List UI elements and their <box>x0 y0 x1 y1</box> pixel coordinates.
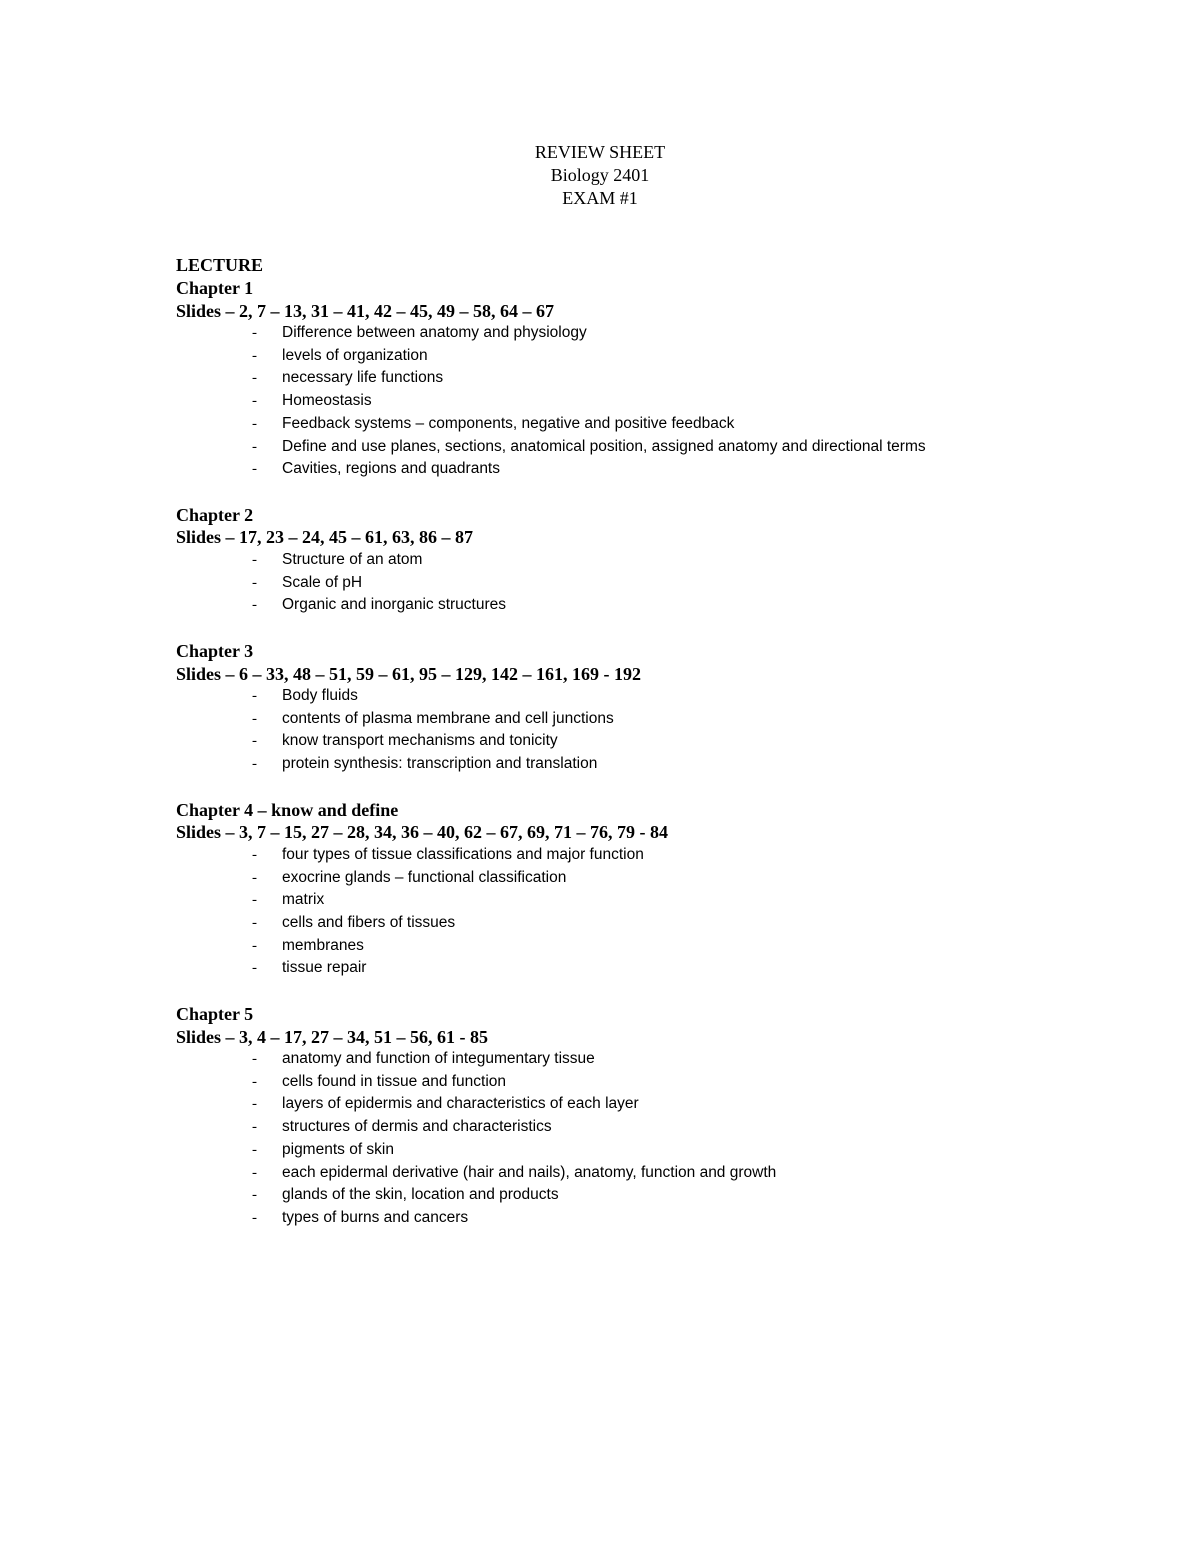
topic-item <box>176 572 1136 595</box>
topic-item <box>176 1207 1136 1230</box>
topic-item <box>176 935 1136 958</box>
bullet-dash: - <box>252 1209 257 1226</box>
topic-item <box>176 549 1136 572</box>
bullet-dash: - <box>252 1164 257 1181</box>
topic-item <box>176 458 1136 481</box>
topic-text: Homeostasis <box>282 392 372 410</box>
topic-text: necessary life functions <box>282 369 444 387</box>
bullet-dash: - <box>252 914 257 931</box>
topic-item <box>176 867 1136 890</box>
topic-list <box>176 685 1136 776</box>
topic-text: know transport mechanisms and tonicity <box>282 732 558 750</box>
topic-list <box>176 844 1136 980</box>
topic-item <box>176 345 1136 368</box>
bullet-dash: - <box>252 597 257 614</box>
bullet-dash: - <box>252 415 257 432</box>
topic-text: pigments of skin <box>282 1140 394 1158</box>
bullet-dash: - <box>252 1073 257 1090</box>
topic-item <box>176 730 1136 753</box>
chapter-title: Chapter 4 – know and define <box>176 799 399 820</box>
topic-text: Scale of pH <box>282 573 363 591</box>
topic-item <box>176 957 1136 980</box>
topic-item <box>176 1184 1136 1207</box>
topic-item <box>176 685 1136 708</box>
topic-item <box>176 1048 1136 1071</box>
topic-text: Cavities, regions and quadrants <box>282 460 500 478</box>
topic-item <box>176 1093 1136 1116</box>
bullet-dash: - <box>252 756 257 773</box>
document-body <box>176 254 1136 1230</box>
topic-text: Define and use planes, sections, anatomical position, assigned anatomy and directional terms <box>282 437 926 455</box>
chapter-slides: Slides – 3, 7 – 15, 27 – 28, 34, 36 – 40, 62 – 67, 69, 71 – 76, 79 - 84 <box>176 822 669 843</box>
topic-text: cells found in tissue and function <box>282 1072 507 1090</box>
chapter-section <box>176 1003 1136 1230</box>
topic-item <box>176 1162 1136 1185</box>
bullet-dash: - <box>252 438 257 455</box>
topic-text: anatomy and function of integumentary tissue <box>282 1050 595 1068</box>
bullet-dash: - <box>252 574 257 591</box>
bullet-dash: - <box>252 551 257 568</box>
topic-item <box>176 708 1136 731</box>
topic-text: Difference between anatomy and physiology <box>282 324 587 341</box>
topic-text: glands of the skin, location and products <box>282 1186 559 1204</box>
bullet-dash: - <box>252 1141 257 1158</box>
bullet-dash: - <box>252 846 257 863</box>
topic-item <box>176 390 1136 413</box>
chapter-slides: Slides – 2, 7 – 13, 31 – 41, 42 – 45, 49 – 58, 64 – 67 <box>176 300 555 321</box>
topic-list <box>176 1048 1136 1230</box>
topic-text: tissue repair <box>282 959 367 977</box>
topic-item <box>176 322 1136 345</box>
topic-item <box>176 1139 1136 1162</box>
topic-text: types of burns and cancers <box>282 1208 469 1226</box>
bullet-dash: - <box>252 1096 257 1113</box>
topic-item <box>176 1116 1136 1139</box>
bullet-dash: - <box>252 688 257 705</box>
topic-text: contents of plasma membrane and cell junctions <box>282 709 614 727</box>
topic-text: each epidermal derivative (hair and nails), anatomy, function and growth <box>282 1163 777 1181</box>
bullet-dash: - <box>252 892 257 909</box>
bullet-dash: - <box>252 710 257 727</box>
topic-text: Structure of an atom <box>282 550 423 568</box>
bullet-dash: - <box>252 937 257 954</box>
topic-item <box>176 753 1136 776</box>
bullet-dash: - <box>252 1051 257 1068</box>
topic-item <box>176 912 1136 935</box>
header-exam: EXAM #1 <box>562 188 638 208</box>
topic-text: structures of dermis and characteristics <box>282 1118 552 1136</box>
chapter-list <box>176 277 1136 1230</box>
topic-text: matrix <box>282 891 325 909</box>
topic-text: exocrine glands – functional classification <box>282 868 567 886</box>
topic-text: Organic and inorganic structures <box>282 596 507 614</box>
document-header <box>0 141 1200 210</box>
topic-text: layers of epidermis and characteristics of each layer <box>282 1095 639 1113</box>
topic-text: cells and fibers of tissues <box>282 913 456 931</box>
bullet-dash: - <box>252 370 257 387</box>
topic-text: protein synthesis: transcription and translation <box>282 755 598 773</box>
header-title: REVIEW SHEET <box>534 142 666 162</box>
bullet-dash: - <box>252 325 257 341</box>
chapter-slides: Slides – 3, 4 – 17, 27 – 34, 51 – 56, 61 - 85 <box>176 1026 489 1047</box>
topic-item <box>176 413 1136 436</box>
bullet-dash: - <box>252 869 257 886</box>
topic-item <box>176 594 1136 617</box>
topic-list <box>176 549 1136 617</box>
section-title: LECTURE <box>176 255 264 275</box>
chapter-section <box>176 799 1136 980</box>
chapter-title: Chapter 5 <box>176 1004 254 1025</box>
topic-text: Feedback systems – components, negative and positive feedback <box>282 414 735 432</box>
chapter-section <box>176 277 1136 481</box>
chapter-title: Chapter 1 <box>176 278 254 298</box>
topic-item <box>176 844 1136 867</box>
header-course: Biology 2401 <box>550 165 650 185</box>
chapter-section <box>176 640 1136 776</box>
chapter-slides: Slides – 17, 23 – 24, 45 – 61, 63, 86 – 87 <box>176 527 474 548</box>
topic-text: membranes <box>282 936 364 954</box>
chapter-title: Chapter 2 <box>176 504 254 525</box>
topic-item <box>176 436 1136 459</box>
bullet-dash: - <box>252 1187 257 1204</box>
topic-text: four types of tissue classifications and major function <box>282 845 644 863</box>
chapter-section <box>176 504 1136 617</box>
topic-item <box>176 889 1136 912</box>
bullet-dash: - <box>252 461 257 478</box>
bullet-dash: - <box>252 347 257 364</box>
bullet-dash: - <box>252 960 257 977</box>
topic-text: levels of organization <box>282 346 428 364</box>
bullet-dash: - <box>252 1119 257 1136</box>
topic-item <box>176 367 1136 390</box>
bullet-dash: - <box>252 393 257 410</box>
topic-list <box>176 322 1136 481</box>
bullet-dash: - <box>252 733 257 750</box>
topic-item <box>176 1071 1136 1094</box>
chapter-title: Chapter 3 <box>176 641 254 662</box>
topic-text: Body fluids <box>282 687 358 705</box>
chapter-slides: Slides – 6 – 33, 48 – 51, 59 – 61, 95 – 129, 142 – 161, 169 - 192 <box>176 663 642 684</box>
